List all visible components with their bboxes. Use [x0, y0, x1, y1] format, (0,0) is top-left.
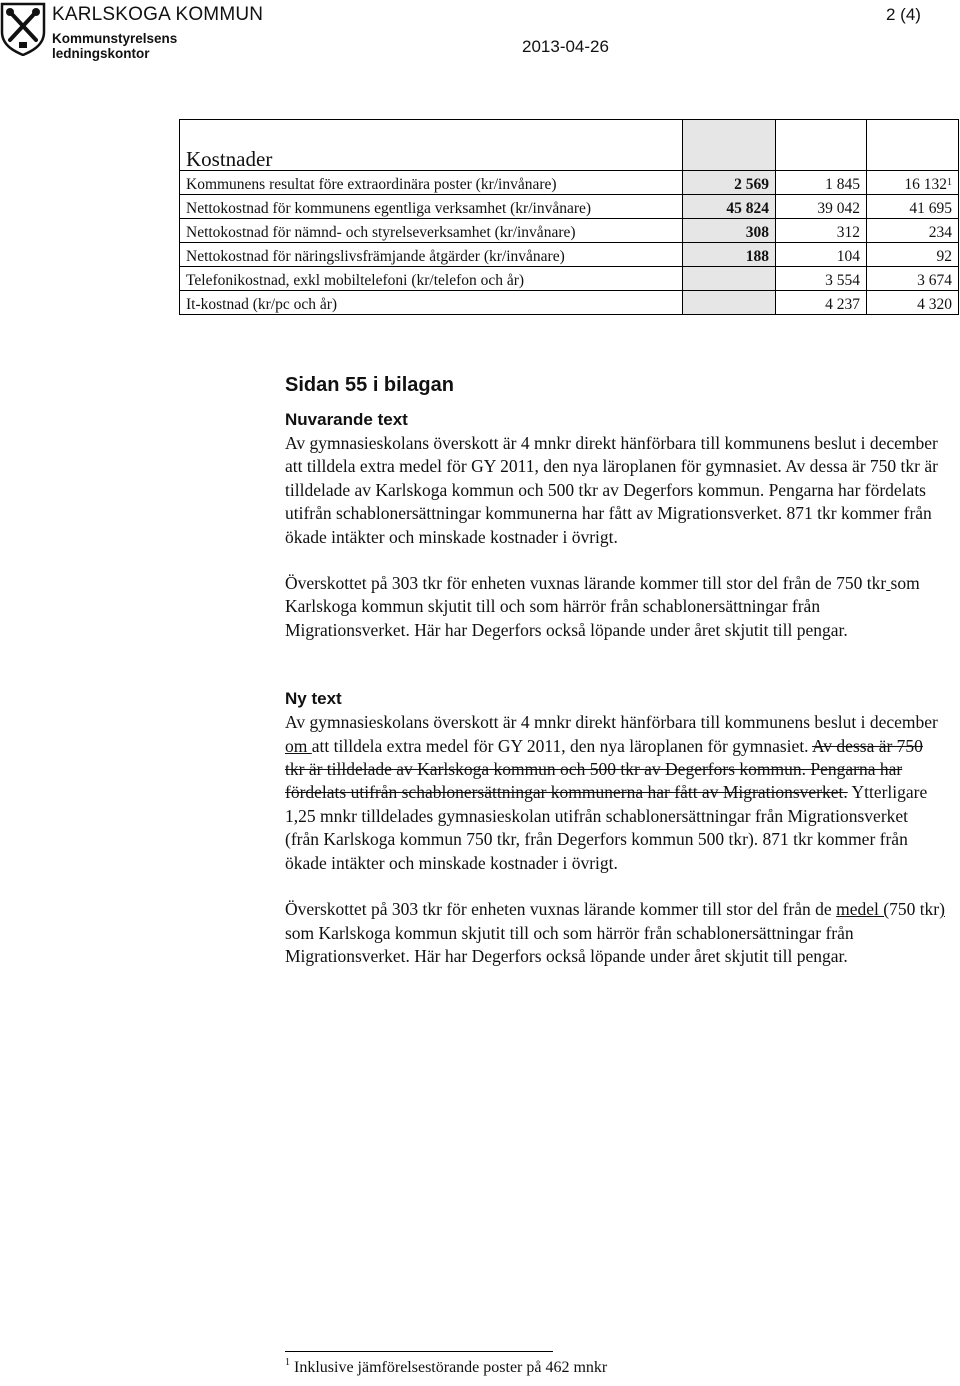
coat-of-arms-icon [0, 2, 46, 56]
value-cell: 39 042 [776, 195, 867, 219]
deleted-run: Av dessa är 750 tkr är tilldelade av Karlskoga kommun och 500 tkr av Degerfors kommun. Pengarna har fördelats utifrån schablonersättningar kommunerna har fått av Migrationsverket. [285, 735, 923, 803]
current-paragraph-2 [285, 572, 945, 642]
value-cell [683, 291, 776, 315]
row-label: Nettokostnad för nämnd- och styrelseverksamhet (kr/invånare) [180, 219, 683, 243]
inserted-run: ) [939, 899, 945, 920]
table-header-cell [776, 120, 867, 171]
value-cell [683, 267, 776, 291]
value-cell: 4 237 [776, 291, 867, 315]
text-run: att tilldela extra medel för GY 2011, den nya läroplanen för gymnasiet. [311, 735, 812, 756]
value-cell: 234 [867, 219, 959, 243]
table-row [180, 243, 959, 267]
text-run: Av gymnasieskolans överskott är 4 mnkr direkt hänförbara till kommunens beslut i december [285, 712, 938, 733]
value-cell: 92 [867, 243, 959, 267]
amendment-section [285, 370, 945, 968]
table-row [180, 171, 959, 195]
table-row [180, 219, 959, 243]
new-text-label: Ny text [285, 689, 342, 709]
section-heading: Sidan 55 i bilagan [285, 374, 454, 396]
table-header-row [180, 120, 959, 171]
department-name: Kommunstyrelsens ledningskontor [52, 31, 178, 61]
footnote-marker: 1 [947, 177, 952, 188]
value-cell: 41 695 [867, 195, 959, 219]
inserted-run: medel ( [836, 899, 890, 920]
municipality-logo [0, 0, 270, 61]
text-run: Överskottet på 303 tkr för enheten vuxnas lärande kommer till stor del från de 750 tkr [285, 573, 887, 594]
new-paragraph-2 [285, 898, 945, 968]
cost-table [179, 119, 959, 315]
row-label: Kommunens resultat före extraordinära poster (kr/invånare) [180, 171, 683, 195]
row-label: Nettokostnad för näringslivsfrämjande åtgärder (kr/invånare) [180, 243, 683, 267]
page-number: 2 (4) [886, 5, 921, 24]
footnote-separator [285, 1351, 553, 1352]
value-cell: 45 824 [683, 195, 776, 219]
new-paragraph-1 [285, 711, 945, 875]
text-run: som Karlskoga kommun skjutit till och som härrör från schablonersättningar från Migrationsverket. Här har Degerfors också löpande under året skjutit till pengar. [285, 573, 920, 640]
row-label: Telefonikostnad, exkl mobiltelefoni (kr/telefon och år) [180, 267, 683, 291]
organization-name: KARLSKOGA KOMMUN [52, 4, 264, 25]
value-cell: 1 845 [776, 171, 867, 195]
value-cell: 312 [776, 219, 867, 243]
footnote [285, 1359, 607, 1377]
value-cell: 4 320 [867, 291, 959, 315]
table-header-cell [867, 120, 959, 171]
value-cell: 3 554 [776, 267, 867, 291]
value-cell [867, 171, 959, 195]
text-run: Ytterligare 1,25 mnkr tilldelades gymnasieskolan utifrån schablonersättningar från Migrationsverket (från Karlskoga kommun 750 tkr, från Degerfors kommun 500 tkr). 871 tkr kommer från ökade intäkter och minskade kostnader i övrigt. [285, 782, 928, 873]
cell-value: 16 132 [904, 176, 947, 193]
inserted-run: om [285, 735, 312, 756]
value-cell: 188 [683, 243, 776, 267]
text-run: Överskottet på 303 tkr för enheten vuxnas lärande kommer till stor del från de [285, 899, 837, 920]
row-label: Nettokostnad för kommunens egentliga verksamhet (kr/invånare) [180, 195, 683, 219]
table-row [180, 267, 959, 291]
row-label: It-kostnad (kr/pc och år) [180, 291, 683, 315]
footnote-number: 1 [285, 1357, 290, 1368]
table-header-cell [683, 120, 776, 171]
table-row [180, 195, 959, 219]
current-paragraph-1: Av gymnasieskolans överskott är 4 mnkr direkt hänförbara till kommunens beslut i december att tilldela extra medel för GY 2011, den nya läroplanen för gymnasiet. Av dessa är 750 tkr är tilldelade av Karlskoga kommun och 500 tkr av Degerfors kommun. Pengarna har fördelats utifrån schablonersättningar kommunerna har fått av Migrationsverket. 871 tkr kommer från ökade intäkter och minskade kostnader i övrigt. [285, 433, 938, 547]
text-run: som Karlskoga kommun skjutit till och som härrör från schablonersättningar från Migrationsverket. Här har Degerfors också löpande under året skjutit till pengar. [285, 922, 854, 966]
table-row [180, 291, 959, 315]
document-date: 2013-04-26 [522, 37, 609, 56]
value-cell: 308 [683, 219, 776, 243]
text-run: 750 tkr [889, 899, 940, 920]
footnote-text: Inklusive jämförelsestörande poster på 462 mnkr [294, 1359, 608, 1376]
value-cell: 2 569 [683, 171, 776, 195]
value-cell: 104 [776, 243, 867, 267]
current-text-label: Nuvarande text [285, 410, 408, 429]
table-title: Kostnader [180, 120, 683, 171]
value-cell: 3 674 [867, 267, 959, 291]
